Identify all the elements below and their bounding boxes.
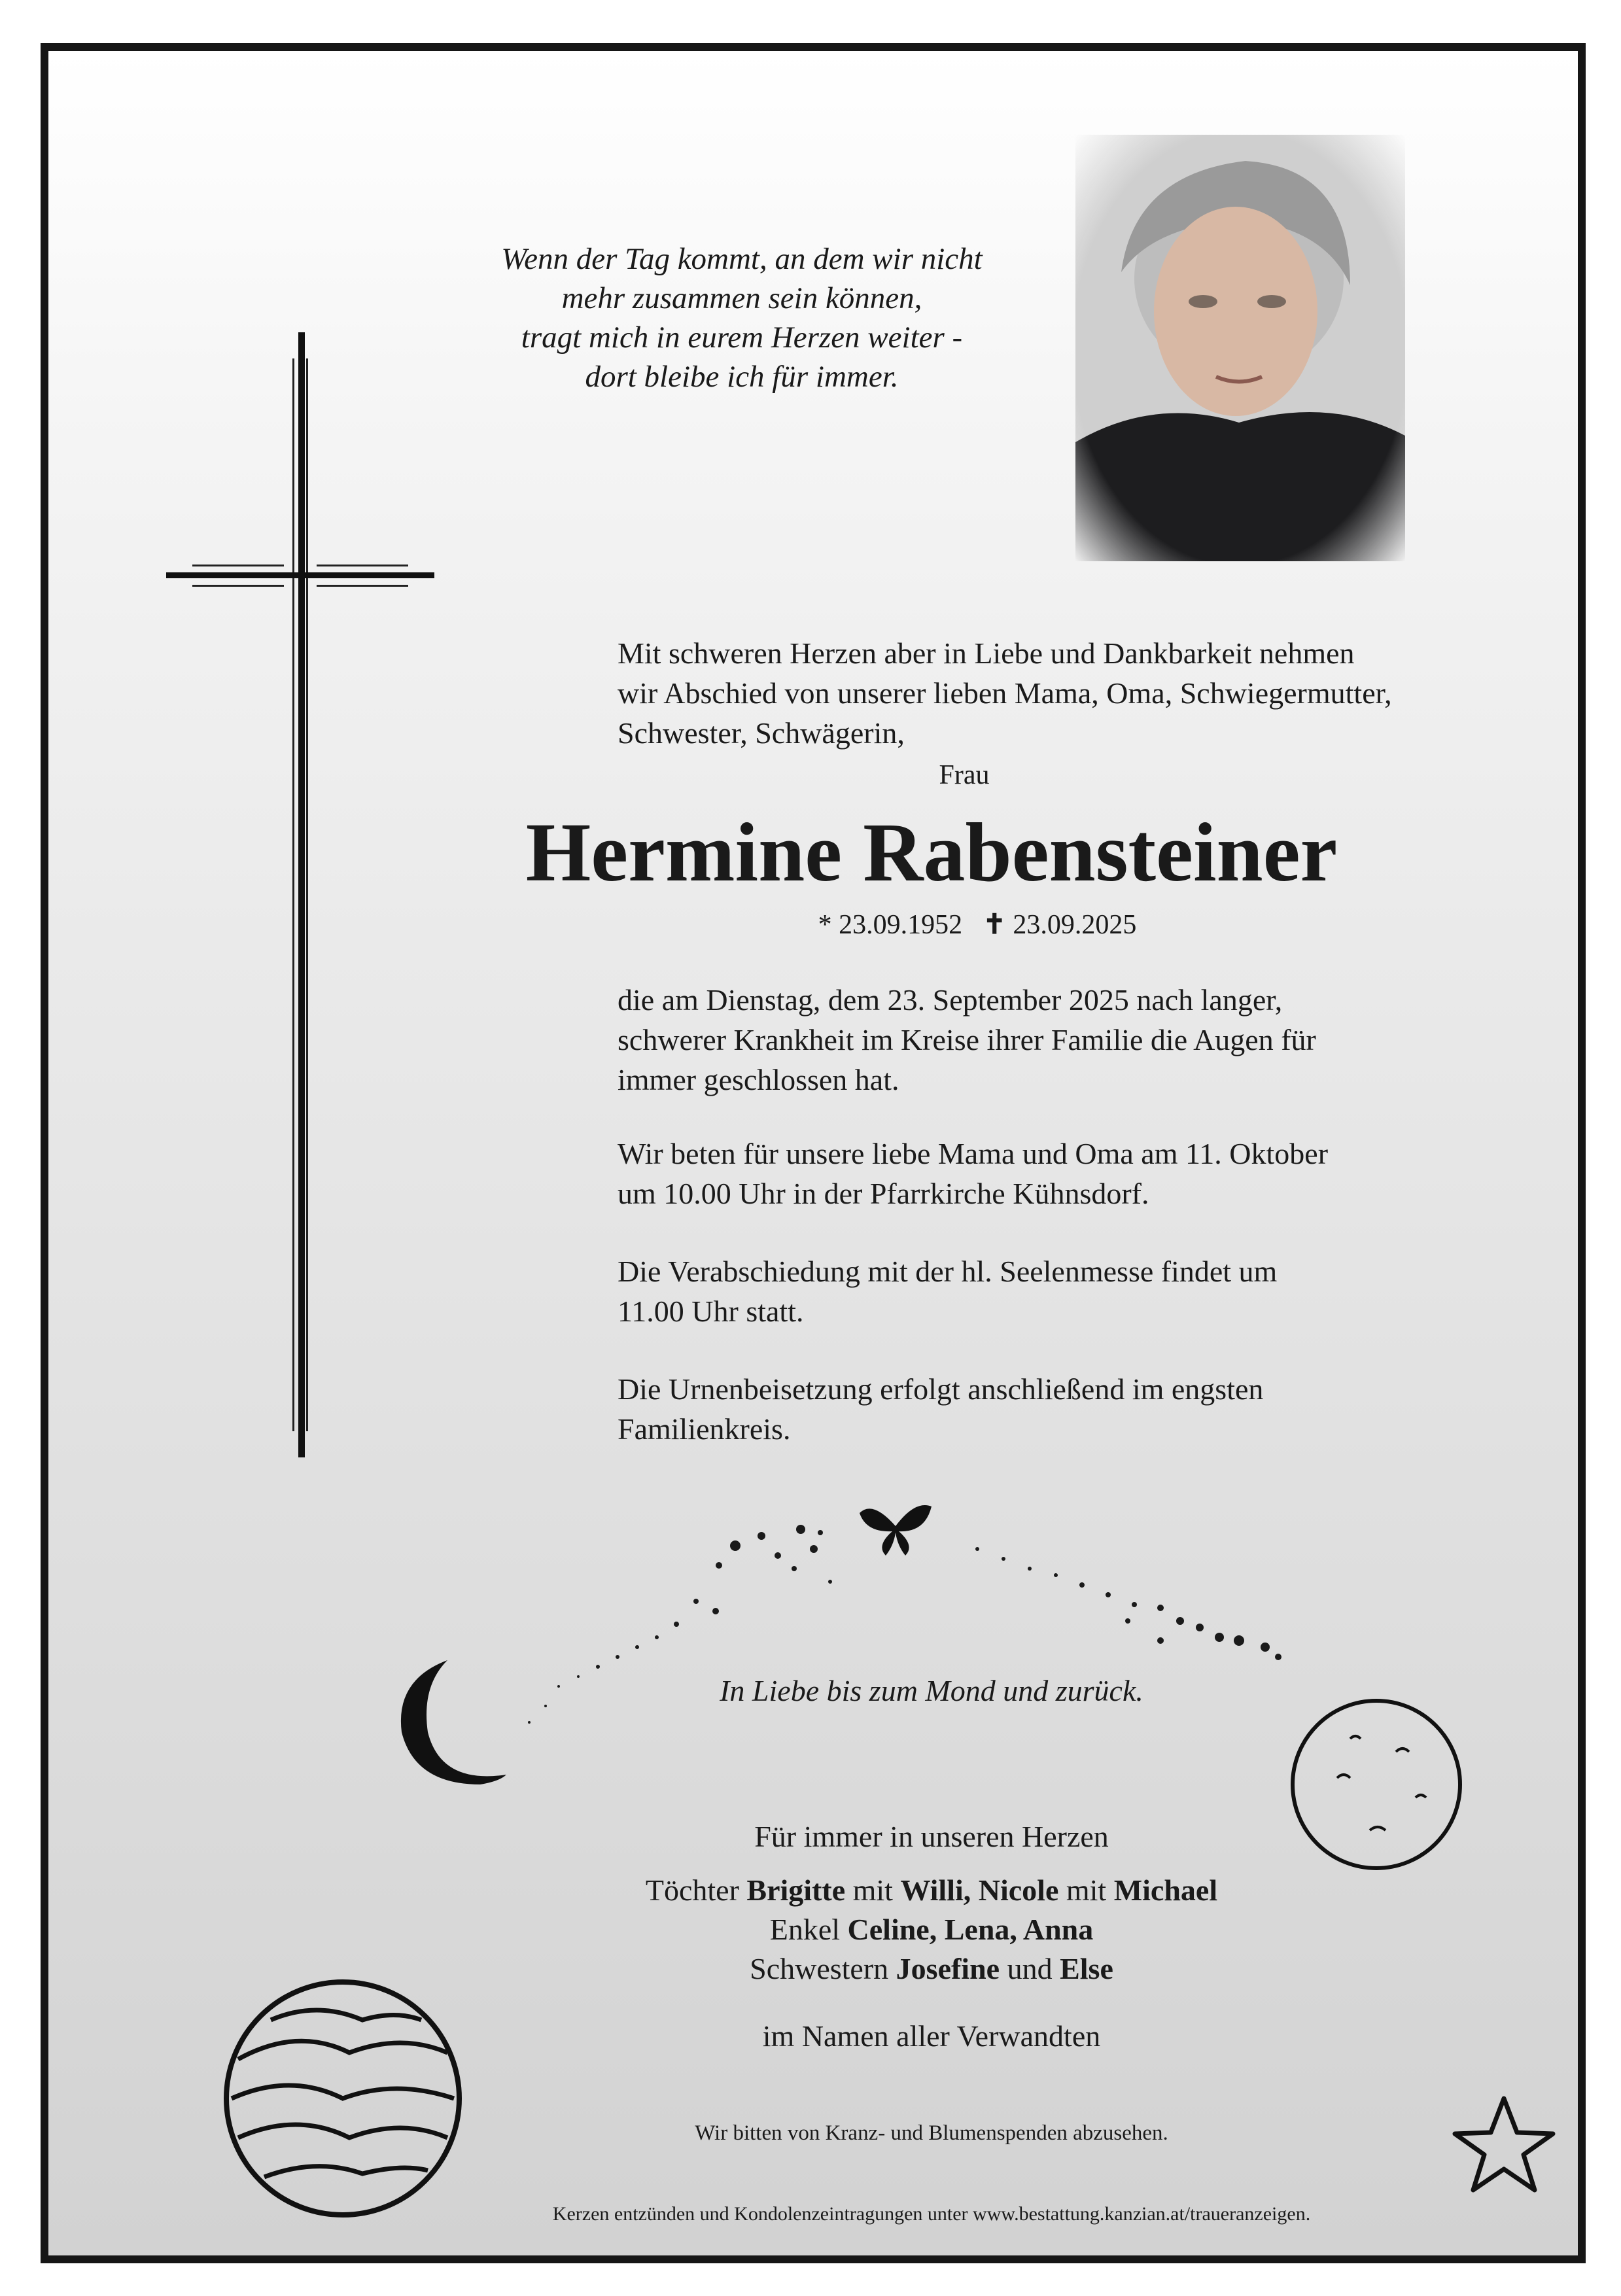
deceased-name: Hermine Rabensteiner [525, 806, 1338, 899]
paragraph-line: immer geschlossen hat. [618, 1063, 899, 1096]
signoff-heading: Für immer in unseren Herzen [754, 1820, 1109, 1853]
paragraph-line: die am Dienstag, dem 23. September 2025 nach langer, [618, 983, 1283, 1017]
connector: mit [1066, 1873, 1107, 1907]
flower-notice: Wir bitten von Kranz- und Blumenspenden abzusehen. [695, 2121, 1168, 2145]
signoff-grandchildren [506, 1910, 1357, 1949]
paragraph-line: Die Urnenbeisetzung erfolgt anschließend im engsten [618, 1372, 1264, 1406]
poem-line: tragt mich in eurem Herzen weiter - [521, 321, 963, 355]
sister-name: Else [1060, 1952, 1113, 1985]
poem-line: dort bleibe ich für immer. [585, 360, 899, 394]
star-icon [1448, 2092, 1560, 2197]
signoff-daughters [506, 1871, 1357, 1910]
partner-name: Michael [1113, 1873, 1218, 1907]
grandchildren-label: Enkel [769, 1913, 841, 1946]
sisters-label: Schwestern [750, 1952, 889, 1985]
title-frau: Frau [939, 760, 990, 790]
signoff-relatives: im Namen aller Verwandten [762, 2019, 1101, 2053]
paragraph-line: Familienkreis. [618, 1412, 791, 1446]
death-symbol: ✝ [983, 910, 1006, 940]
birth-date: 23.09.1952 [839, 910, 963, 940]
paragraph-line: Wir beten für unsere liebe Mama und Oma am 11. Oktober [618, 1137, 1329, 1170]
intro-line: Mit schweren Herzen aber in Liebe und Dankbarkeit nehmen [618, 636, 1355, 670]
death-date: 23.09.2025 [1013, 910, 1137, 940]
paragraph-line: um 10.00 Uhr in der Pfarrkirche Kühnsdorf. [618, 1177, 1149, 1210]
closing-quote: In Liebe bis zum Mond und zurück. [720, 1674, 1143, 1707]
intro-line: wir Abschied von unserer lieben Mama, Oma, Schwiegermutter, [618, 676, 1392, 710]
paragraph-line: 11.00 Uhr statt. [618, 1295, 804, 1328]
moon-icon [389, 1654, 519, 1798]
paragraph-line: Die Verabschiedung mit der hl. Seelenmesse findet um [618, 1255, 1278, 1288]
signoff-sisters [506, 1949, 1357, 1989]
poem-line: mehr zusammen sein können, [561, 281, 922, 315]
planet-icon [218, 1974, 467, 2223]
footer-note: Kerzen entzünden und Kondolenzeintragungen unter www.bestattung.kanzian.at/traueranzeigen. [552, 2203, 1311, 2225]
poem-line: Wenn der Tag kommt, an dem wir nicht [501, 242, 983, 276]
sister-name: Josefine [896, 1952, 1000, 1985]
daughter-name: Brigitte [746, 1873, 846, 1907]
paragraph-line: schwerer Krankheit im Kreise ihrer Familie die Augen für [618, 1023, 1316, 1056]
family-names: Willi, Nicole [900, 1873, 1059, 1907]
grandchildren-names: Celine, Lena, Anna [847, 1913, 1094, 1946]
intro-line: Schwester, Schwägerin, [618, 716, 905, 750]
daughters-label: Töchter [645, 1873, 739, 1907]
birth-symbol: * [818, 910, 832, 940]
butterfly-icon [860, 1500, 932, 1559]
obituary-card [41, 43, 1586, 2263]
connector: und [1007, 1952, 1053, 1985]
connector: mit [852, 1873, 893, 1907]
